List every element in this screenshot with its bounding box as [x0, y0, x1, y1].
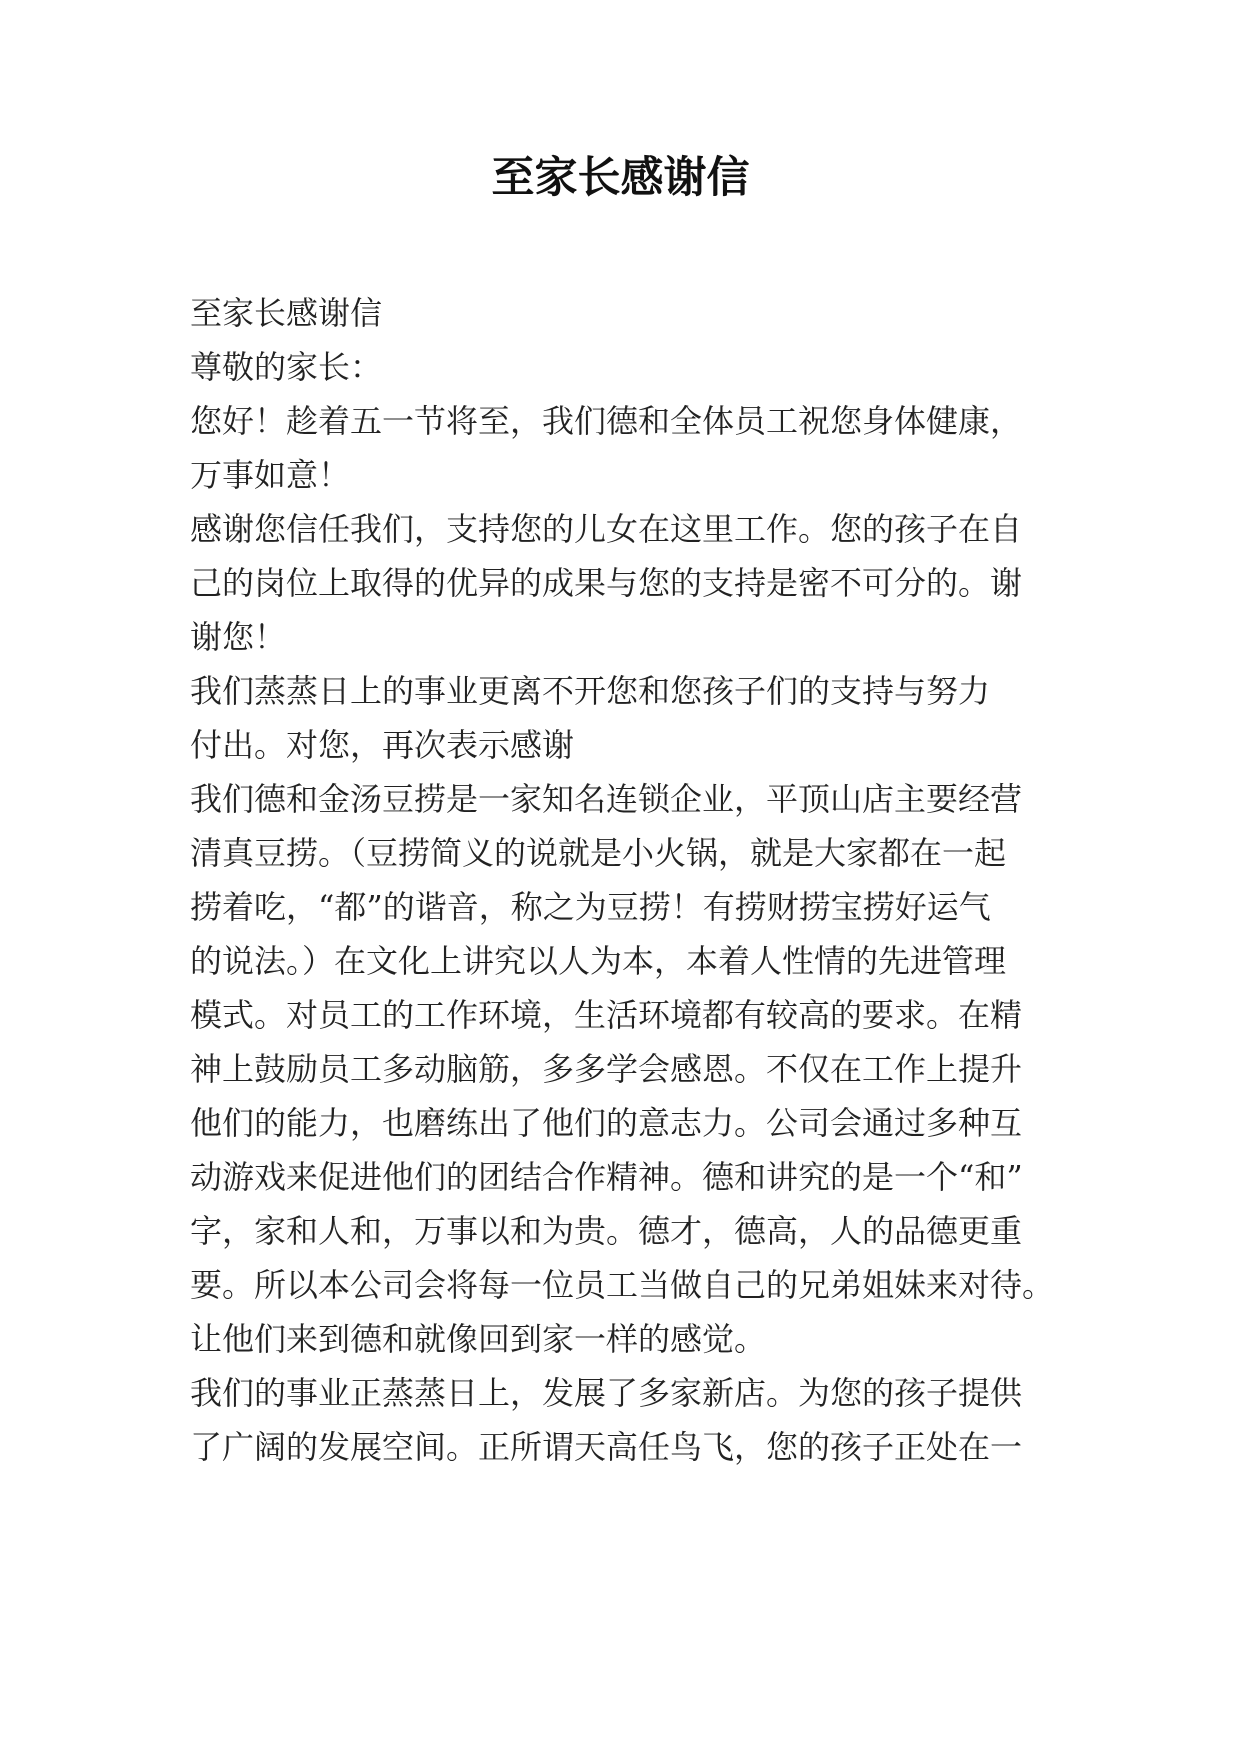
body-line: 我们德和金汤豆捞是一家知名连锁企业，平顶山店主要经营: [190, 780, 1023, 818]
body-line: 动游戏来促进他们的团结合作精神。德和讲究的是一个“和”: [190, 1158, 1023, 1196]
body-line: 万事如意！: [190, 456, 351, 494]
body-line: 至家长感谢信: [190, 294, 383, 332]
body-line: 您好！趁着五一节将至，我们德和全体员工祝您身体健康，: [190, 402, 1023, 440]
body-line: 我们蒸蒸日上的事业更离不开您和您孩子们的支持与努力: [190, 672, 991, 710]
body-line: 模式。对员工的工作环境，生活环境都有较高的要求。在精: [190, 996, 1023, 1034]
body-line: 神上鼓励员工多动脑筋，多多学会感恩。不仅在工作上提升: [190, 1050, 1023, 1088]
body-line: 要。所以本公司会将每一位员工当做自己的兄弟姐妹来对待。: [190, 1266, 1055, 1304]
body-line: 尊敬的家长：: [190, 348, 383, 386]
body-line: 他们的能力，也磨练出了他们的意志力。公司会通过多种互: [190, 1104, 1023, 1142]
body-line: 了广阔的发展空间。正所谓天高任鸟飞，您的孩子正处在一: [190, 1428, 1023, 1466]
body-line: 己的岗位上取得的优异的成果与您的支持是密不可分的。谢: [190, 564, 1023, 602]
body-line: 我们的事业正蒸蒸日上，发展了多家新店。为您的孩子提供: [190, 1374, 1023, 1412]
document-body: [190, 286, 1055, 1474]
body-line: 付出。对您，再次表示感谢: [190, 726, 575, 764]
body-line: 谢您！: [190, 618, 287, 656]
body-line: 的说法。）在文化上讲究以人为本，本着人性情的先进管理: [190, 942, 1007, 980]
body-line: 清真豆捞。（豆捞简义的说就是小火锅，就是大家都在一起: [190, 834, 1007, 872]
body-line: 让他们来到德和就像回到家一样的感觉。: [190, 1320, 767, 1358]
document-title: 至家长感谢信: [491, 153, 750, 203]
body-line: 捞着吃，“都”的谐音，称之为豆捞！有捞财捞宝捞好运气: [190, 888, 991, 926]
body-line: 感谢您信任我们，支持您的儿女在这里工作。您的孩子在自: [190, 510, 1023, 548]
body-line: 字，家和人和，万事以和为贵。德才，德高，人的品德更重: [190, 1212, 1023, 1250]
